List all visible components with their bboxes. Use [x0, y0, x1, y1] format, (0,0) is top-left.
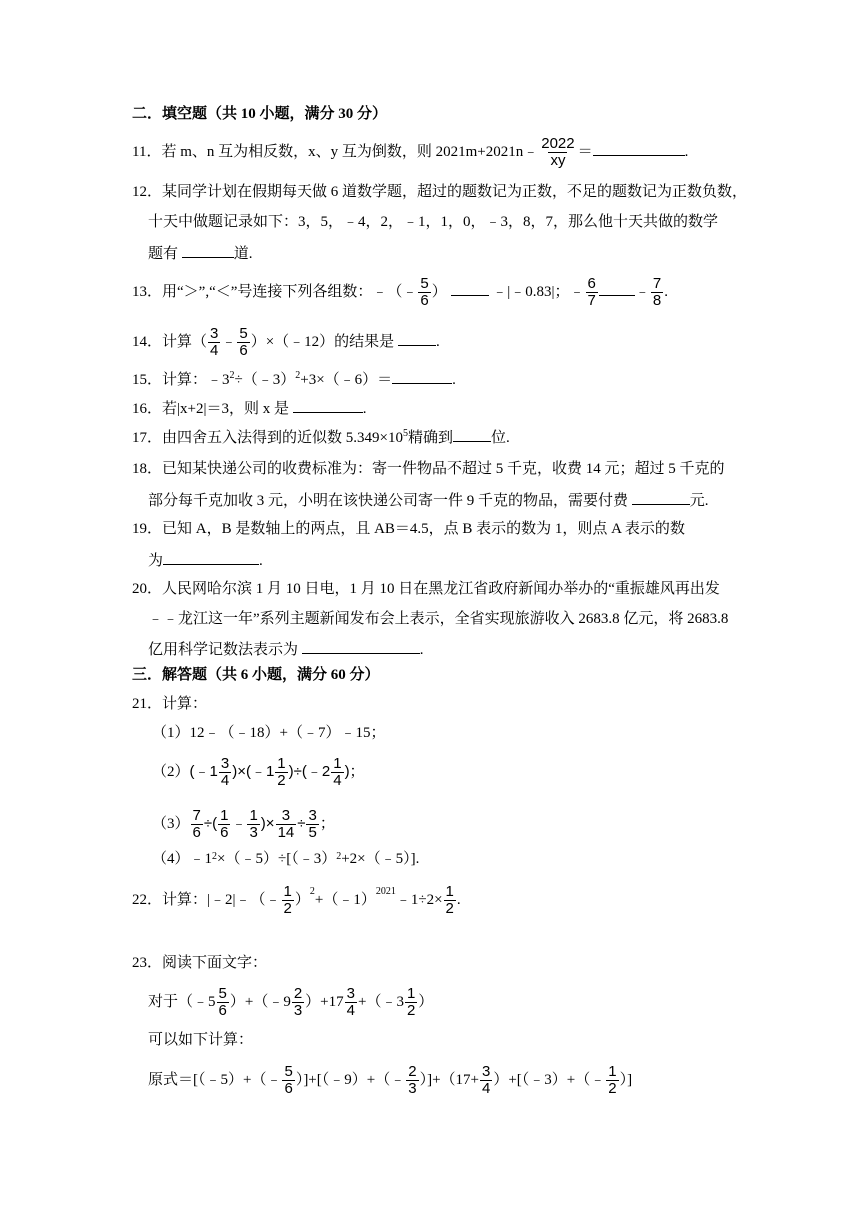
q13-frac-1 [418, 276, 430, 309]
q20-line-3-text: 亿用科学记数法表示为 [148, 642, 302, 658]
q12-answer-blank[interactable] [182, 242, 234, 258]
q13-text-d: ﹣ [634, 283, 650, 300]
q23-l3-frac-1-num: 5 [284, 1063, 293, 1080]
q23-l3-frac-4-den: 2 [608, 1080, 617, 1097]
q22-text-d: ﹣1÷2× [395, 891, 443, 908]
q23-l1-frac-1-den: 6 [218, 1002, 227, 1019]
q21-p3-frac-0-num: 7 [192, 807, 201, 824]
section-3-heading: 三．解答题（共 6 小题，满分 60 分） [132, 667, 380, 683]
q20-line-1: 20．人民网哈尔滨 1 月 10 日电，1 月 10 日在黑龙江省政府新闻办举办的“重振雄风再出发 [132, 581, 720, 597]
q21-p3-frac-2-num: 1 [249, 807, 258, 824]
q14-frac-1 [208, 326, 220, 359]
q18-line-2-end: 元. [689, 493, 709, 509]
q23-l3-frac-3 [480, 1064, 492, 1097]
q12-line-2: 十天中做题记录如下：3，5，﹣4，2，﹣1，1，0，﹣3，8，7，那么他十天共做的数学 [148, 214, 719, 230]
q22-text-b: ） [294, 891, 310, 908]
q21-p3-frac-4 [306, 808, 318, 841]
q14-minus: ﹣ [221, 333, 237, 350]
q23-l3-frac-2-num: 2 [408, 1063, 417, 1080]
q21-p3-frac-2-den: 3 [249, 824, 258, 841]
q23-l3-frac-2 [406, 1064, 418, 1097]
q22-exponent-1: 2 [309, 886, 315, 897]
question-22 [132, 884, 461, 917]
q21-title: 21．计算： [132, 696, 208, 712]
q21-part-2-b: )×(﹣1 [232, 762, 275, 780]
q21-part-2-d: )； [344, 762, 365, 780]
q23-line-1-a: 对于（﹣5 [148, 993, 216, 1010]
q22-frac-1-den: 2 [283, 900, 292, 917]
q19-line-2-text: 为 [148, 553, 164, 569]
q21-part-2-c: )÷(﹣2 [288, 762, 331, 780]
q22-frac-1-num: 1 [283, 883, 292, 900]
q23-line-3-b: ）]+[（﹣9）+（﹣ [295, 1071, 406, 1088]
q23-line-2: 可以如下计算： [148, 1032, 254, 1048]
q22-end: . [456, 891, 461, 908]
q14-text-a: 14．计算（ [132, 333, 208, 350]
q19-line-2 [148, 549, 263, 571]
q21-p3-frac-3-den: 14 [277, 824, 295, 841]
q23-line-3-c: ）]+（17+ [419, 1071, 479, 1088]
q22-frac-2 [444, 884, 456, 917]
q22-text-a: 22．计算：|﹣2|﹣（﹣ [132, 891, 281, 908]
q18-line-1: 18．已知某快递公司的收费标准为：寄一件物品不超过 5 千克，收费 14 元；超过 5 千克的 [132, 461, 725, 477]
q17-answer-blank[interactable] [453, 426, 491, 442]
q23-line-1-e: ） [418, 993, 434, 1010]
q13-end: . [664, 283, 668, 300]
q21-part-3-a: ÷( [203, 814, 218, 832]
q11-frac-num: 2022 [541, 135, 575, 152]
q21-p2-frac-1-num: 3 [220, 755, 230, 772]
q21-p3-frac-2 [247, 808, 259, 841]
q21-p3-frac-1-den: 6 [220, 824, 229, 841]
q17-end: 位. [490, 430, 510, 446]
q15-text-a: 15．计算：﹣3 [132, 372, 230, 388]
q23-l1-frac-1-num: 5 [218, 985, 227, 1002]
q23-line-1-d: +（﹣3 [357, 993, 404, 1010]
q23-l1-frac-3-num: 3 [346, 985, 355, 1002]
q15-end: . [452, 372, 456, 388]
q23-l1-frac-4-num: 1 [406, 985, 416, 1002]
question-14 [132, 326, 440, 359]
q23-l3-frac-1 [282, 1064, 294, 1097]
q18-line-2-text: 部分每千克加收 3 元，小明在该快递公司寄一件 9 千克的物品，需要付费 [148, 493, 632, 509]
q21-p2-frac-3-num: 1 [333, 755, 342, 772]
q18-answer-blank[interactable] [632, 489, 690, 505]
q16-text: 16．若|x+2|＝3，则 x 是 [132, 401, 293, 417]
q13-frac-1-num: 5 [420, 275, 429, 292]
q15-exponent-2: 2 [295, 370, 301, 381]
q13-frac-2-num: 6 [587, 275, 596, 292]
q11-text: 11．若 m、n 互为相反数，x、y 互为倒数，则 2021m+2021n﹣ [132, 143, 539, 160]
q11-equals: ＝ [577, 143, 593, 160]
q12-line-3-end: 道. [233, 246, 253, 262]
q21-p3-frac-4-den: 5 [308, 824, 317, 841]
q21-p3-frac-3-num: 3 [281, 807, 291, 824]
question-16 [132, 397, 366, 419]
q15-text-c: +3×（﹣6）＝ [300, 372, 393, 388]
q21-part-2 [152, 756, 365, 789]
q23-l1-frac-2-num: 2 [293, 985, 303, 1002]
q21-part-4-exponent-1: 2 [212, 851, 218, 862]
q22-frac-2-num: 1 [445, 883, 454, 900]
q21-part-3-b: )× [260, 814, 275, 832]
q21-part-4-a: （4）﹣1 [152, 851, 213, 867]
question-15 [132, 368, 456, 390]
q23-l3-frac-4 [606, 1064, 618, 1097]
q14-frac-2-num: 5 [239, 325, 248, 342]
q16-answer-blank[interactable] [293, 397, 363, 413]
q23-l3-frac-1-den: 6 [284, 1080, 293, 1097]
q17-text-b: 精确到 [407, 430, 453, 446]
q13-text-c: ﹣|﹣0.83|；﹣ [492, 283, 585, 300]
q21-part-4-b: ×（﹣5）÷[（﹣3） [217, 851, 337, 867]
q21-p2-frac-1 [219, 756, 231, 789]
q23-l3-frac-3-num: 3 [482, 1063, 491, 1080]
q21-part-4 [152, 849, 419, 869]
q12-line-3 [148, 242, 253, 264]
q15-exponent-1: 2 [229, 370, 235, 381]
q23-l1-frac-3 [345, 986, 357, 1019]
q11-answer-blank[interactable] [593, 140, 685, 156]
q16-end: . [362, 401, 367, 417]
q23-l1-frac-4 [405, 986, 417, 1019]
q22-frac-1 [282, 884, 294, 917]
q14-frac-1-num: 3 [210, 325, 219, 342]
q23-l1-frac-3-den: 4 [346, 1002, 355, 1019]
q23-line-3-a: 原式＝[（﹣5）+（﹣ [148, 1071, 282, 1088]
q23-line-3-e: ）] [619, 1071, 633, 1088]
q23-l1-frac-4-den: 2 [406, 1002, 416, 1019]
q21-p2-frac-2-num: 1 [277, 755, 286, 772]
q21-part-4-c: +2×（﹣5）]. [341, 851, 420, 867]
q21-p2-frac-1-den: 4 [220, 772, 230, 789]
q22-text-c: +（﹣1） [314, 891, 376, 908]
q13-frac-2-den: 7 [587, 292, 596, 309]
q21-part-3-label: （3） [152, 815, 190, 832]
q14-frac-2 [237, 326, 249, 359]
q21-p3-frac-1 [218, 808, 230, 841]
q23-l3-frac-2-den: 3 [408, 1080, 417, 1097]
q11-fraction [539, 136, 576, 169]
q14-end: . [435, 333, 440, 350]
q21-p3-frac-1-num: 1 [220, 807, 229, 824]
q20-line-3 [148, 638, 424, 660]
q12-line-3-text: 题有 [148, 246, 182, 262]
q14-text-b: ）×（﹣12）的结果是 [250, 333, 398, 350]
q11-end: . [684, 143, 689, 160]
q20-line-3-end: . [419, 642, 424, 658]
q20-answer-blank[interactable] [302, 638, 420, 654]
q23-line-1-b: ）+（﹣9 [229, 993, 291, 1010]
q13-text-b: ） [431, 283, 447, 300]
q15-answer-blank[interactable] [392, 368, 452, 384]
q23-l1-frac-2 [292, 986, 304, 1019]
q23-title: 23．阅读下面文字： [132, 955, 268, 971]
question-17 [132, 426, 510, 448]
q21-part-2-label: （2） [152, 763, 190, 780]
q13-frac-3-num: 7 [652, 275, 662, 292]
question-13 [132, 276, 668, 309]
q13-answer-blank-1[interactable] [451, 280, 489, 296]
q17-text-a: 17．由四舍五入法得到的近似数 5.349×10 [132, 430, 403, 446]
section-2-heading: 二．填空题（共 10 小题，满分 30 分） [132, 106, 388, 122]
q22-frac-2-den: 2 [445, 900, 454, 917]
q19-line-2-end: . [259, 553, 263, 569]
q22-exponent-2: 2021 [375, 886, 396, 897]
q11-frac-den: xy [550, 152, 566, 169]
q23-line-3-d: ）+[（﹣3）+（﹣ [493, 1071, 606, 1088]
q23-line-1 [148, 986, 433, 1019]
q14-frac-1-den: 4 [210, 342, 219, 359]
q21-p3-frac-0-den: 6 [192, 824, 201, 841]
q20-line-2: ﹣﹣龙江这一年”系列主题新闻发布会上表示，全省实现旅游收入 2683.8 亿元，将 2683.8 [148, 611, 729, 627]
q23-line-3 [148, 1064, 632, 1097]
q19-line-1: 19．已知 A，B 是数轴上的两点，且 AB＝4.5，点 B 表示的数为 1，则点 A 表示的数 [132, 521, 685, 537]
q21-p3-frac-4-num: 3 [308, 807, 317, 824]
question-11 [132, 136, 688, 169]
q21-part-1: （1）12﹣（﹣18）+（﹣7）﹣15； [152, 725, 386, 741]
q21-p3-frac-0 [191, 808, 203, 841]
q18-line-2 [148, 489, 709, 511]
q21-part-3-d: ； [319, 815, 335, 832]
q13-frac-3 [651, 276, 663, 309]
q21-part-3-c: ÷ [297, 814, 306, 832]
q23-l1-frac-2-den: 3 [293, 1002, 303, 1019]
q19-answer-blank[interactable] [163, 549, 259, 565]
q21-part-2-a: (﹣1 [189, 762, 218, 780]
q23-line-1-c: ）+17 [305, 993, 344, 1010]
q13-frac-3-den: 8 [652, 292, 662, 309]
q13-text-a: 13．用“＞”,“＜”号连接下列各组数：﹣（﹣ [132, 283, 418, 300]
q21-p2-frac-3-den: 4 [333, 772, 342, 789]
q21-p2-frac-2 [275, 756, 287, 789]
q14-answer-blank[interactable] [398, 330, 436, 346]
q13-frac-1-den: 6 [420, 292, 429, 309]
q12-line-1: 12．某同学计划在假期每天做 6 道数学题，超过的题数记为正数，不足的题数记为正数负数， [132, 184, 748, 200]
q14-frac-2-den: 6 [239, 342, 248, 359]
q21-p2-frac-2-den: 2 [277, 772, 286, 789]
q21-p2-frac-3 [331, 756, 343, 789]
q13-frac-2 [586, 276, 598, 309]
q23-l3-frac-4-num: 1 [608, 1063, 617, 1080]
q17-exponent: 5 [402, 428, 408, 439]
q21-part-4-exponent-2: 2 [336, 851, 342, 862]
q21-p3-frac-3 [276, 808, 297, 841]
q23-l3-frac-3-den: 4 [482, 1080, 491, 1097]
q15-text-b: ÷（﹣3） [234, 372, 296, 388]
q13-answer-blank-2[interactable] [599, 280, 635, 296]
q23-l1-frac-1 [217, 986, 229, 1019]
q21-part-3 [152, 808, 335, 841]
q21-part-3-minus: ﹣ [231, 815, 247, 832]
